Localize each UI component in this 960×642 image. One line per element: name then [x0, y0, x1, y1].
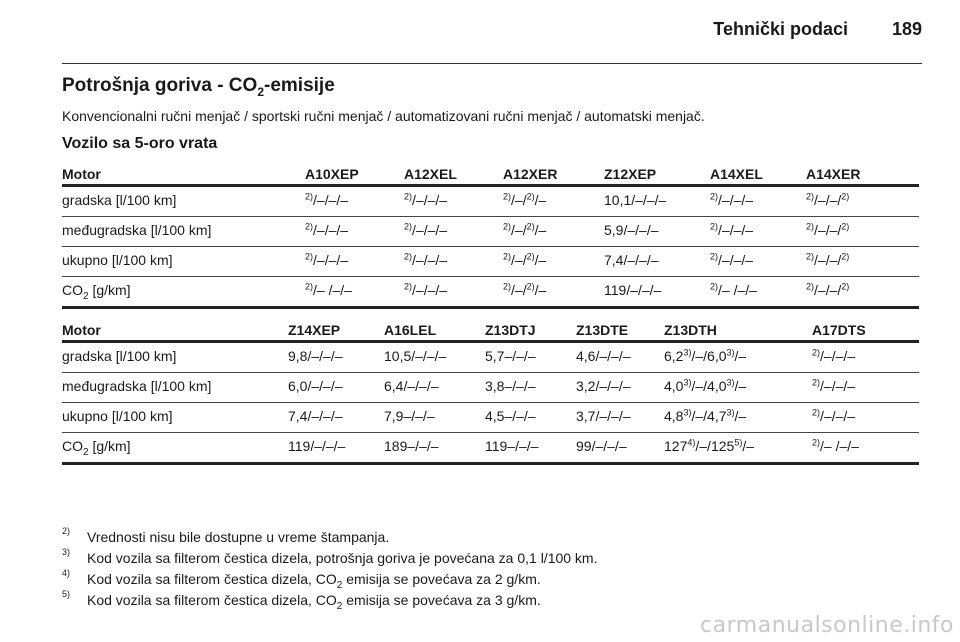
value-text: /–/–/ — [814, 222, 842, 238]
value-text: /–/6,0 — [691, 348, 727, 364]
footnote-ref: 2) — [812, 347, 821, 358]
value-text: 119/–/–/– — [604, 282, 662, 298]
value-text: /–/–/– — [820, 348, 856, 364]
value-text: /– /–/– — [820, 438, 859, 454]
value-text: /–/4,7 — [691, 408, 727, 424]
value-text: 9,8/–/–/– — [288, 348, 343, 364]
value-text: 189–/–/– — [384, 438, 439, 454]
consumption-table-2 — [62, 319, 919, 465]
footnote-ref: 2) — [841, 191, 850, 202]
footnote-text-post: emisija se povećava za 2 g/km. — [342, 571, 541, 587]
value-cell — [485, 342, 576, 373]
value-cell — [384, 342, 485, 373]
value-text: /– — [534, 282, 547, 298]
value-text: /–/–/– — [820, 378, 856, 394]
value-cell — [812, 433, 919, 464]
value-cell — [806, 247, 919, 277]
table-row — [62, 186, 919, 217]
value-cell — [288, 373, 384, 403]
table-row — [62, 433, 919, 464]
footnote-ref: 3) — [726, 377, 735, 388]
table-row — [62, 217, 919, 247]
value-cell — [404, 217, 503, 247]
value-cell — [576, 433, 664, 464]
value-cell — [664, 433, 812, 464]
footnote-ref: 2) — [305, 221, 314, 232]
value-text: /–/ — [511, 282, 527, 298]
value-text: 99/–/–/– — [576, 438, 627, 454]
footnote-ref: 2) — [806, 221, 815, 232]
value-cell — [806, 186, 919, 217]
value-text: 4,6/–/–/– — [576, 348, 631, 364]
value-text: /–/–/ — [814, 252, 842, 268]
value-text: 7,4/–/–/– — [288, 408, 343, 424]
footnote-ref: 2) — [806, 281, 815, 292]
value-text: /– — [734, 348, 747, 364]
footnote-ref: 2) — [812, 437, 821, 448]
intro-text: Konvencionalni ručni menjač / sportski ručni menjač / automatizovani ručni menjač / automatski menjač. — [62, 108, 705, 124]
footnote-ref: 3) — [683, 347, 692, 358]
value-cell — [404, 247, 503, 277]
value-text: /–/–/– — [412, 192, 448, 208]
value-cell — [404, 186, 503, 217]
watermark: carmanualsonline.info — [700, 613, 954, 638]
table-row — [62, 247, 919, 277]
row-label — [62, 373, 288, 403]
footnote-ref: 3) — [683, 377, 692, 388]
column-header-engine: Z12XEP — [604, 166, 657, 182]
value-text: /–/–/– — [412, 282, 448, 298]
footnote-ref: 2) — [503, 281, 512, 292]
footnote-mark: 5) — [62, 589, 71, 599]
column-header-motor: Motor — [62, 166, 101, 182]
footnote-ref: 2) — [503, 221, 512, 232]
row-label — [62, 217, 305, 247]
value-cell — [604, 247, 710, 277]
value-text: 3,7/–/–/– — [576, 408, 631, 424]
column-header-engine: A12XEL — [404, 166, 457, 182]
footnote-subscript: 2 — [336, 579, 343, 591]
footnote-ref: 3) — [726, 347, 735, 358]
table-row — [62, 373, 919, 403]
footnote-ref: 2) — [841, 251, 850, 262]
value-text: 6,4/–/–/– — [384, 378, 439, 394]
footnote-text: Kod vozila sa filterom čestica dizela, potrošnja goriva je povećana za 0,1 l/100 km. — [87, 550, 598, 566]
row-label-text: ukupno [l/100 km] — [62, 252, 173, 268]
value-cell — [485, 433, 576, 464]
value-text: 3,2/–/–/– — [576, 378, 631, 394]
footnote-ref: 2) — [710, 281, 719, 292]
row-label — [62, 186, 305, 217]
value-cell — [503, 186, 604, 217]
row-label-unit: [g/km] — [88, 438, 131, 454]
column-header-engine: A16LEL — [384, 322, 437, 338]
value-text: /–/ — [511, 222, 527, 238]
value-cell — [710, 186, 806, 217]
footnote-ref: 4) — [687, 437, 696, 448]
row-label-text: međugradska [l/100 km] — [62, 222, 212, 238]
row-label — [62, 342, 288, 373]
value-text: 5,7–/–/– — [485, 348, 536, 364]
row-label-subscript: 2 — [83, 290, 89, 302]
value-cell — [384, 433, 485, 464]
value-cell — [503, 247, 604, 277]
footnote-text-pre: Kod vozila sa filterom čestica dizela, CO — [87, 592, 337, 608]
footnote-ref: 2) — [710, 251, 719, 262]
value-cell — [812, 373, 919, 403]
column-header-engine: Z13DTJ — [485, 322, 536, 338]
value-cell — [664, 403, 812, 433]
value-text: /–/–/– — [412, 222, 448, 238]
column-header-engine: A17DTS — [812, 322, 866, 338]
heading-subscript: 2 — [257, 84, 264, 99]
footnote-ref: 2) — [806, 191, 815, 202]
footnote-ref: 2) — [812, 407, 821, 418]
value-cell — [604, 217, 710, 247]
value-text: 4,8 — [664, 408, 684, 424]
value-text: /– — [534, 222, 547, 238]
column-header-engine: A10XEP — [305, 166, 359, 182]
heading-text-post: -emisije — [264, 75, 335, 96]
value-text: 119/–/–/– — [288, 438, 346, 454]
value-text: 4,5–/–/– — [485, 408, 536, 424]
value-text: /–/–/– — [313, 252, 349, 268]
value-text: /–/ — [511, 252, 527, 268]
footnote-ref: 2) — [404, 221, 413, 232]
table-header-row — [62, 163, 919, 186]
value-text: 10,5/–/–/– — [384, 348, 447, 364]
footnote-ref: 2) — [806, 251, 815, 262]
value-text: 3,8–/–/– — [485, 378, 536, 394]
footnote-ref: 2) — [503, 251, 512, 262]
value-text: 5,9/–/–/– — [604, 222, 659, 238]
value-text: 7,4/–/–/– — [604, 252, 659, 268]
footnote-ref: 2) — [526, 251, 535, 262]
value-cell — [503, 277, 604, 308]
table-header-row — [62, 319, 919, 342]
value-cell — [485, 373, 576, 403]
value-cell — [812, 403, 919, 433]
footnote-text: Vrednosti nisu bile dostupne u vreme štampanja. — [87, 529, 390, 545]
footnote-text — [87, 592, 541, 612]
footnote-ref: 2) — [812, 377, 821, 388]
row-label-text: ukupno [l/100 km] — [62, 408, 173, 424]
value-text: /–/125 — [695, 438, 735, 454]
footnote-ref: 2) — [404, 191, 413, 202]
footnote-ref: 2) — [526, 221, 535, 232]
value-text: /– — [534, 192, 547, 208]
footnote-mark: 2) — [62, 526, 71, 536]
value-text: /– — [734, 378, 747, 394]
value-text: 4,0 — [664, 378, 684, 394]
value-cell — [305, 186, 404, 217]
footnote-ref: 2) — [305, 191, 314, 202]
row-label-unit: [g/km] — [88, 282, 131, 298]
value-text: /– /–/– — [718, 282, 757, 298]
row-label — [62, 247, 305, 277]
value-cell — [604, 277, 710, 308]
value-cell — [664, 373, 812, 403]
value-text: /–/–/– — [412, 252, 448, 268]
table-row — [62, 277, 919, 308]
column-header-engine: A14XEL — [710, 166, 763, 182]
table-row — [62, 342, 919, 373]
value-cell — [288, 433, 384, 464]
column-header-engine: Z14XEP — [288, 322, 341, 338]
value-cell — [485, 403, 576, 433]
value-text: /–/–/– — [718, 222, 754, 238]
value-cell — [305, 277, 404, 308]
value-cell — [710, 277, 806, 308]
footnote-ref: 2) — [404, 281, 413, 292]
table-row — [62, 403, 919, 433]
value-text: /–/–/– — [718, 252, 754, 268]
value-cell — [812, 342, 919, 373]
value-cell — [604, 186, 710, 217]
value-text: /–/ — [511, 192, 527, 208]
row-label-text: gradska [l/100 km] — [62, 192, 177, 208]
footnote-ref: 5) — [734, 437, 743, 448]
footnote-text — [87, 571, 541, 591]
value-cell — [384, 403, 485, 433]
value-cell — [288, 403, 384, 433]
value-text: /– — [534, 252, 547, 268]
footnote-ref: 2) — [404, 251, 413, 262]
value-cell — [806, 277, 919, 308]
value-cell — [288, 342, 384, 373]
value-text: /–/–/– — [718, 192, 754, 208]
value-text: 7,9–/–/– — [384, 408, 435, 424]
value-text: 10,1/–/–/– — [604, 192, 667, 208]
value-cell — [503, 217, 604, 247]
footnote-text-pre: Kod vozila sa filterom čestica dizela, CO — [87, 571, 337, 587]
row-label-text: gradska [l/100 km] — [62, 348, 177, 364]
row-label-text: CO — [62, 282, 83, 298]
page-title: Tehnički podaci — [713, 19, 848, 39]
value-cell — [806, 217, 919, 247]
row-label — [62, 403, 288, 433]
value-cell — [576, 342, 664, 373]
column-header-engine: A12XER — [503, 166, 558, 182]
footnote-ref: 2) — [841, 281, 850, 292]
row-label — [62, 277, 305, 308]
value-cell — [576, 373, 664, 403]
value-text: /–/4,0 — [691, 378, 727, 394]
column-header-engine: Z13DTE — [576, 322, 629, 338]
value-text: /–/–/ — [814, 192, 842, 208]
footnote-subscript: 2 — [336, 600, 343, 612]
page-header — [62, 0, 922, 64]
footnote-ref: 2) — [526, 191, 535, 202]
page-number: 189 — [891, 19, 922, 39]
row-label-subscript: 2 — [83, 446, 89, 458]
value-cell — [384, 373, 485, 403]
footnote-ref: 3) — [726, 407, 735, 418]
value-text: 6,0/–/–/– — [288, 378, 343, 394]
value-text: /–/–/– — [820, 408, 856, 424]
value-text: 127 — [664, 438, 688, 454]
column-header-engine: Z13DTH — [664, 322, 717, 338]
footnote-ref: 2) — [526, 281, 535, 292]
value-text: /– — [742, 438, 755, 454]
section-heading — [62, 75, 335, 99]
footnote-ref: 3) — [683, 407, 692, 418]
value-text: 6,2 — [664, 348, 684, 364]
consumption-table-1 — [62, 163, 919, 309]
value-cell — [710, 217, 806, 247]
value-cell — [404, 277, 503, 308]
footnote-ref: 2) — [305, 251, 314, 262]
value-cell — [305, 247, 404, 277]
value-text: /– — [734, 408, 747, 424]
value-text: /–/–/– — [313, 222, 349, 238]
footnote-ref: 2) — [503, 191, 512, 202]
row-label — [62, 433, 288, 464]
value-text: /–/–/– — [313, 192, 349, 208]
row-label-text: međugradska [l/100 km] — [62, 378, 212, 394]
column-header-motor: Motor — [62, 322, 101, 338]
value-text: /–/–/ — [814, 282, 842, 298]
footnote-mark: 3) — [62, 547, 71, 557]
value-cell — [710, 247, 806, 277]
footnote-ref: 2) — [841, 221, 850, 232]
column-header-engine: A14XER — [806, 166, 861, 182]
value-text: 119–/–/– — [485, 438, 539, 454]
subheading: Vozilo sa 5-oro vrata — [62, 135, 218, 152]
value-cell — [305, 217, 404, 247]
value-text: /– /–/– — [313, 282, 352, 298]
footnote-mark: 4) — [62, 568, 71, 578]
value-cell — [576, 403, 664, 433]
footnote-ref: 2) — [710, 191, 719, 202]
footnote-ref: 2) — [710, 221, 719, 232]
footnote-text-post: emisija se povećava za 3 g/km. — [342, 592, 541, 608]
heading-text-pre: Potrošnja goriva - CO — [62, 75, 258, 96]
value-cell — [664, 342, 812, 373]
row-label-text: CO — [62, 438, 83, 454]
footnote-ref: 2) — [305, 281, 314, 292]
